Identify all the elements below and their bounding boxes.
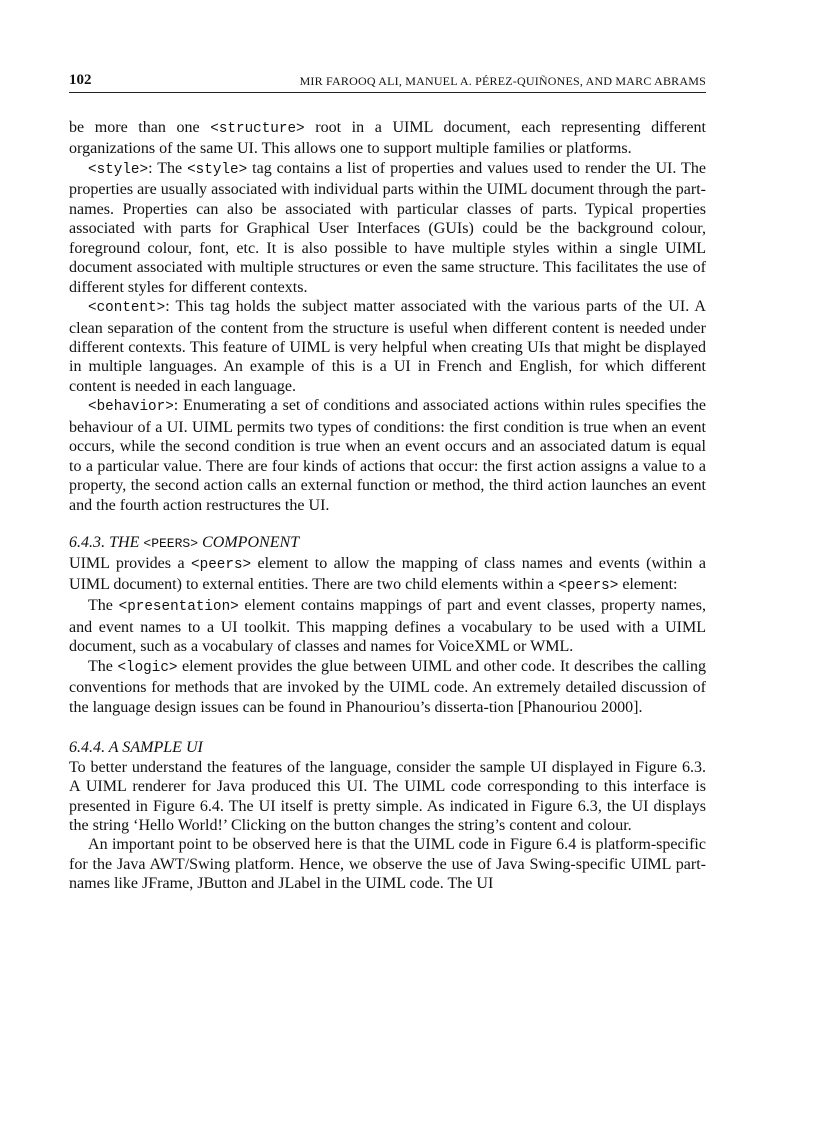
code-term: <style>	[88, 161, 149, 178]
paragraph: be more than one <structure> root in a UIML document, each representing different organizations of the same UI. This allows one to support multiple families or platforms.	[69, 119, 706, 158]
code-term: <style>	[187, 161, 248, 178]
paragraph: UIML provides a <peers> element to allow the mapping of class names and events (within a UIML document) to external entities. There are two child elements within a <peers> element:	[69, 554, 706, 594]
code-term: <content>	[88, 300, 166, 317]
paragraph: <content>: This tag holds the subject matter associated with the various parts of the UI. A clean separation of the content from the structure is useful when different content is needed under different contexts. This feature of UIML is very helpful when creating UIs that might be displayed in multiple languages. An example of this is a UI in French and English, for which different content is needed in each language.	[69, 298, 706, 395]
paragraph: The <presentation> element contains mappings of part and event classes, property names, and event names to a UI toolkit. This mapping defines a vocabulary to be used with a UIML document, such as a vocabulary of classes and names for VoiceXML or WML.	[69, 597, 706, 656]
paragraph: An important point to be observed here is that the UIML code in Figure 6.4 is platform-specific for the Java AWT/Swing platform. Hence, we observe the use of Java Swing-specific UIML part-names like JFrame, JButton and JLabel in the UIML code. The UI	[69, 836, 706, 893]
code-term: <PEERS>	[143, 536, 199, 552]
code-term: <peers>	[191, 556, 252, 573]
code-term: <behavior>	[88, 399, 174, 416]
code-term: <logic>	[117, 659, 178, 676]
code-term: <structure>	[210, 121, 305, 137]
section-heading: 6.4.4. A SAMPLE UI	[69, 739, 203, 757]
paragraph: <behavior>: Enumerating a set of conditions and associated actions within rules specifies the behaviour of a UI. UIML permits two types of conditions: the first condition is true when an event occurs, while the second condition is true when an event occurs and an associated datum is equal to a particular value. There are four kinds of actions that occur: the first action assigns a value to a property, the second action calls an external function or method, the third action launches an event and the fourth action restructures the UI.	[69, 397, 706, 514]
paragraph: The <logic> element provides the glue between UIML and other code. It describes the calling conventions for methods that are invoked by the UIML code. An extremely detailed discussion of the language design issues can be found in Phanouriou’s disserta-tion [Phanouriou 2000].	[69, 657, 706, 716]
running-head: MIR FAROOQ ALI, MANUEL A. PÉREZ-QUIÑONES, AND MARC ABRAMS	[299, 74, 706, 88]
paragraph: To better understand the features of the language, consider the sample UI displayed in Figure 6.3. A UIML renderer for Java produced this UI. The UIML code corresponding to this interface is presented in Figure 6.4. The UI itself is pretty simple. As indicated in Figure 6.3, the UI displays the string ‘Hello World!’ Clicking on the button changes the string’s content and colour.	[69, 758, 706, 834]
code-term: <presentation>	[118, 599, 239, 616]
section-heading: 6.4.3. THE <PEERS> COMPONENT	[69, 534, 300, 552]
page-number: 102	[69, 72, 92, 88]
page-header	[69, 72, 706, 93]
code-term: <peers>	[558, 577, 619, 594]
body-text	[69, 118, 706, 894]
paragraph: <style>: The <style> tag contains a list of properties and values used to render the UI. The properties are usually associated with individual parts within the UIML document through the part-names. Properties can also be associated with particular classes of parts. Typical properties associated with parts for Graphical User Interfaces (GUIs) could be the background colour, foreground colour, font, etc. It is also possible to have multiple styles within a single UIML document associated with multiple structures or even the same structure. This facilitates the use of different styles for different contexts.	[69, 159, 706, 296]
